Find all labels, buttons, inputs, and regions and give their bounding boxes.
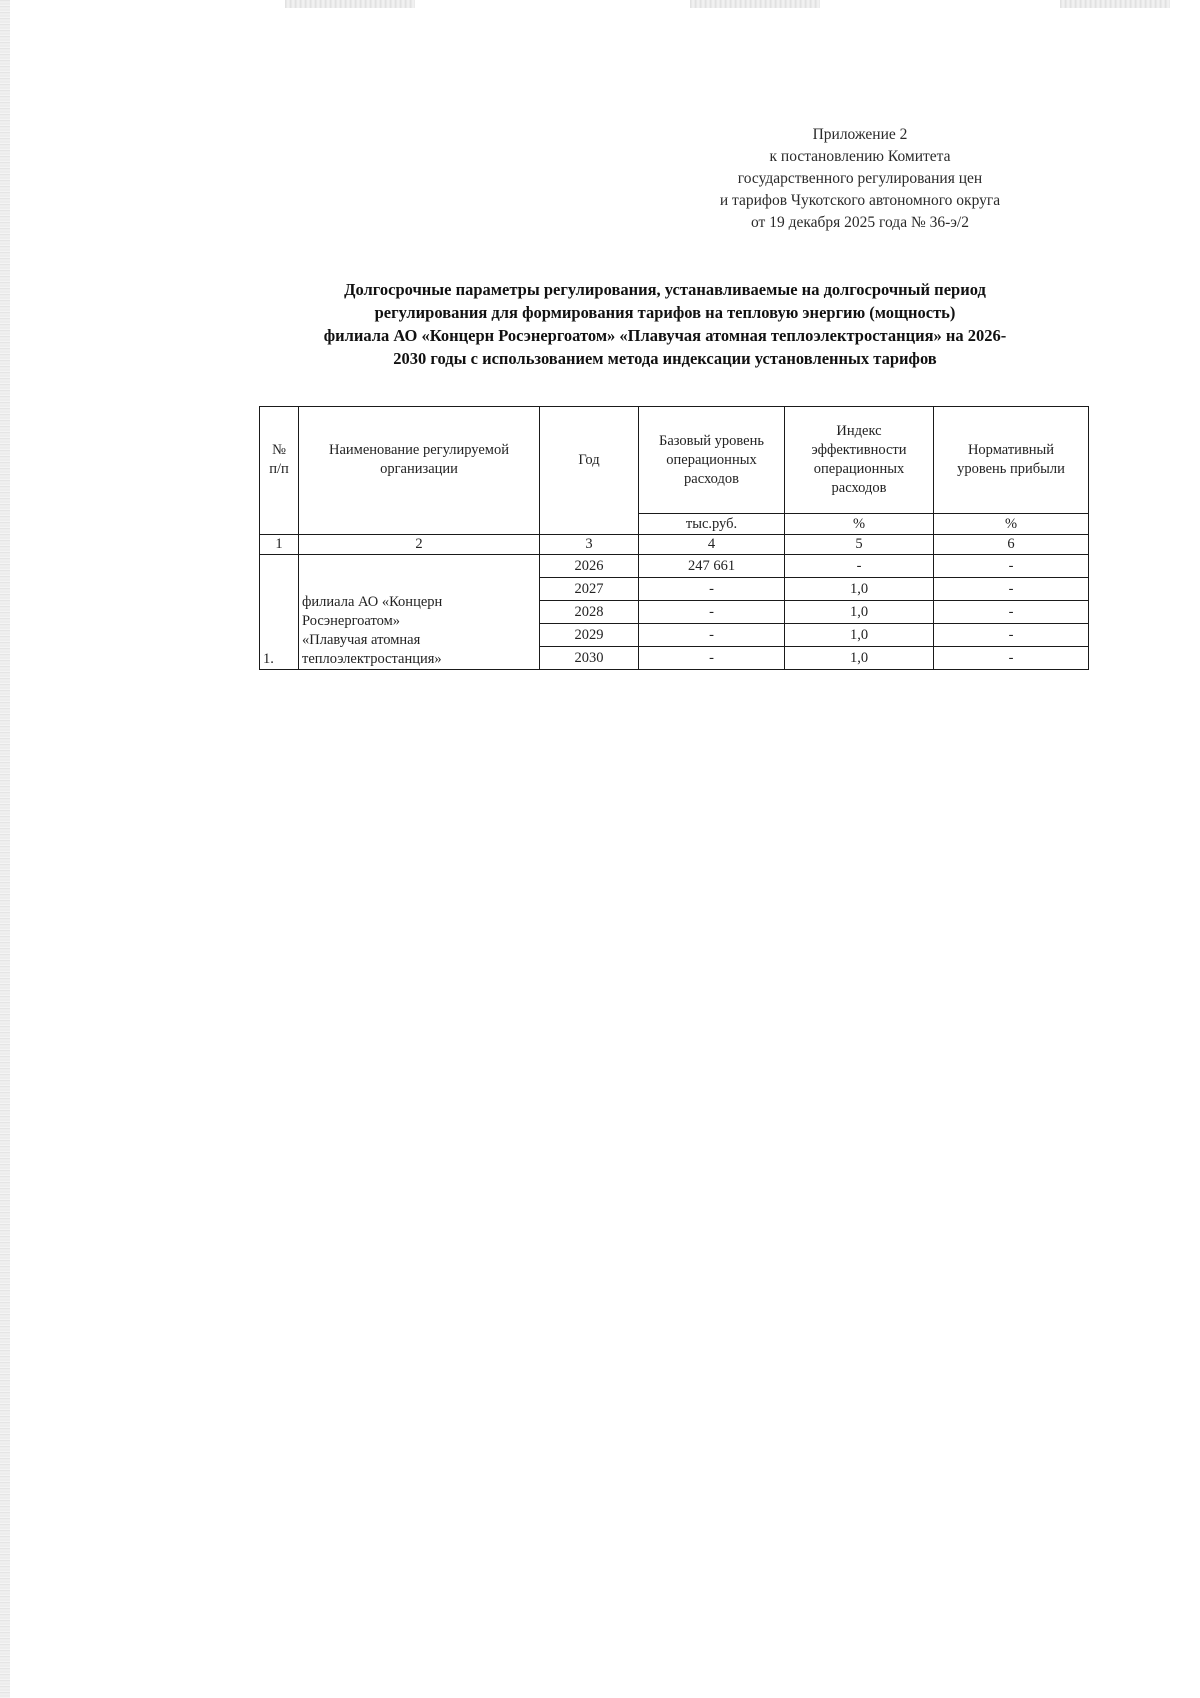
header-cell-year: Год (540, 407, 639, 514)
title-line: Долгосрочные параметры регулирования, устанавливаемые на долгосрочный период (344, 280, 986, 299)
title-line: 2030 годы с использованием метода индексации установленных тарифов (393, 349, 937, 368)
unit-cell: % (785, 514, 934, 535)
scan-mark (285, 0, 415, 8)
base-level-cell: - (639, 578, 785, 601)
header-cell-profit-level: Нормативный уровень прибыли (934, 407, 1089, 514)
header-cell-organization: Наименование регулируемой организации (299, 407, 540, 514)
header-cell-base-level: Базовый уровень операционных расходов (639, 407, 785, 514)
efficiency-index-cell: 1,0 (785, 601, 934, 624)
efficiency-index-cell: 1,0 (785, 647, 934, 670)
profit-level-cell: - (934, 555, 1089, 578)
year-cell: 2026 (540, 555, 639, 578)
base-level-cell: - (639, 624, 785, 647)
table-row (260, 555, 1089, 578)
base-level-cell: 247 661 (639, 555, 785, 578)
document-title (250, 278, 1080, 370)
unit-cell: тыс.руб. (639, 514, 785, 535)
column-number: 1 (260, 535, 299, 555)
efficiency-index-cell: 1,0 (785, 624, 934, 647)
year-cell: 2029 (540, 624, 639, 647)
year-cell: 2030 (540, 647, 639, 670)
header-row (260, 407, 1089, 514)
profit-level-cell: - (934, 601, 1089, 624)
year-cell: 2027 (540, 578, 639, 601)
column-number: 6 (934, 535, 1089, 555)
profit-level-cell: - (934, 647, 1089, 670)
header-cell-number: № п/п (260, 407, 299, 514)
column-number: 5 (785, 535, 934, 555)
header-cell-efficiency-index: Индекс эффективности операционных расходов (785, 407, 934, 514)
approval-line: от 19 декабря 2025 года № 36-э/2 (751, 214, 969, 231)
approval-line: и тарифов Чукотского автономного округа (719, 192, 1001, 209)
row-index: 1. (260, 555, 299, 670)
title-line: регулирования для формирования тарифов на тепловую энергию (мощность) (374, 303, 956, 322)
organization-name: филиала АО «Концерн Росэнергоатом» «Плавучая атомная теплоэлектростанция» (299, 555, 540, 670)
approval-line: Приложение 2 (812, 126, 908, 143)
title-line: филиала АО «Концерн Росэнергоатом» «Плавучая атомная теплоэлектростанция» на 2026- (323, 326, 1007, 345)
base-level-cell: - (639, 601, 785, 624)
scan-mark (690, 0, 820, 8)
column-number: 3 (540, 535, 639, 555)
profit-level-cell: - (934, 578, 1089, 601)
approval-block (660, 124, 1060, 234)
column-number: 2 (299, 535, 540, 555)
units-row (260, 514, 1089, 535)
efficiency-index-cell: - (785, 555, 934, 578)
base-level-cell: - (639, 647, 785, 670)
profit-level-cell: - (934, 624, 1089, 647)
approval-line: к постановлению Комитета (769, 148, 951, 165)
year-cell: 2028 (540, 601, 639, 624)
column-numbers-row (260, 535, 1089, 555)
parameters-table (259, 406, 1089, 670)
approval-line: государственного регулирования цен (737, 170, 983, 187)
scan-mark (1060, 0, 1170, 8)
unit-cell: % (934, 514, 1089, 535)
efficiency-index-cell: 1,0 (785, 578, 934, 601)
scan-edge (0, 0, 10, 1698)
column-number: 4 (639, 535, 785, 555)
